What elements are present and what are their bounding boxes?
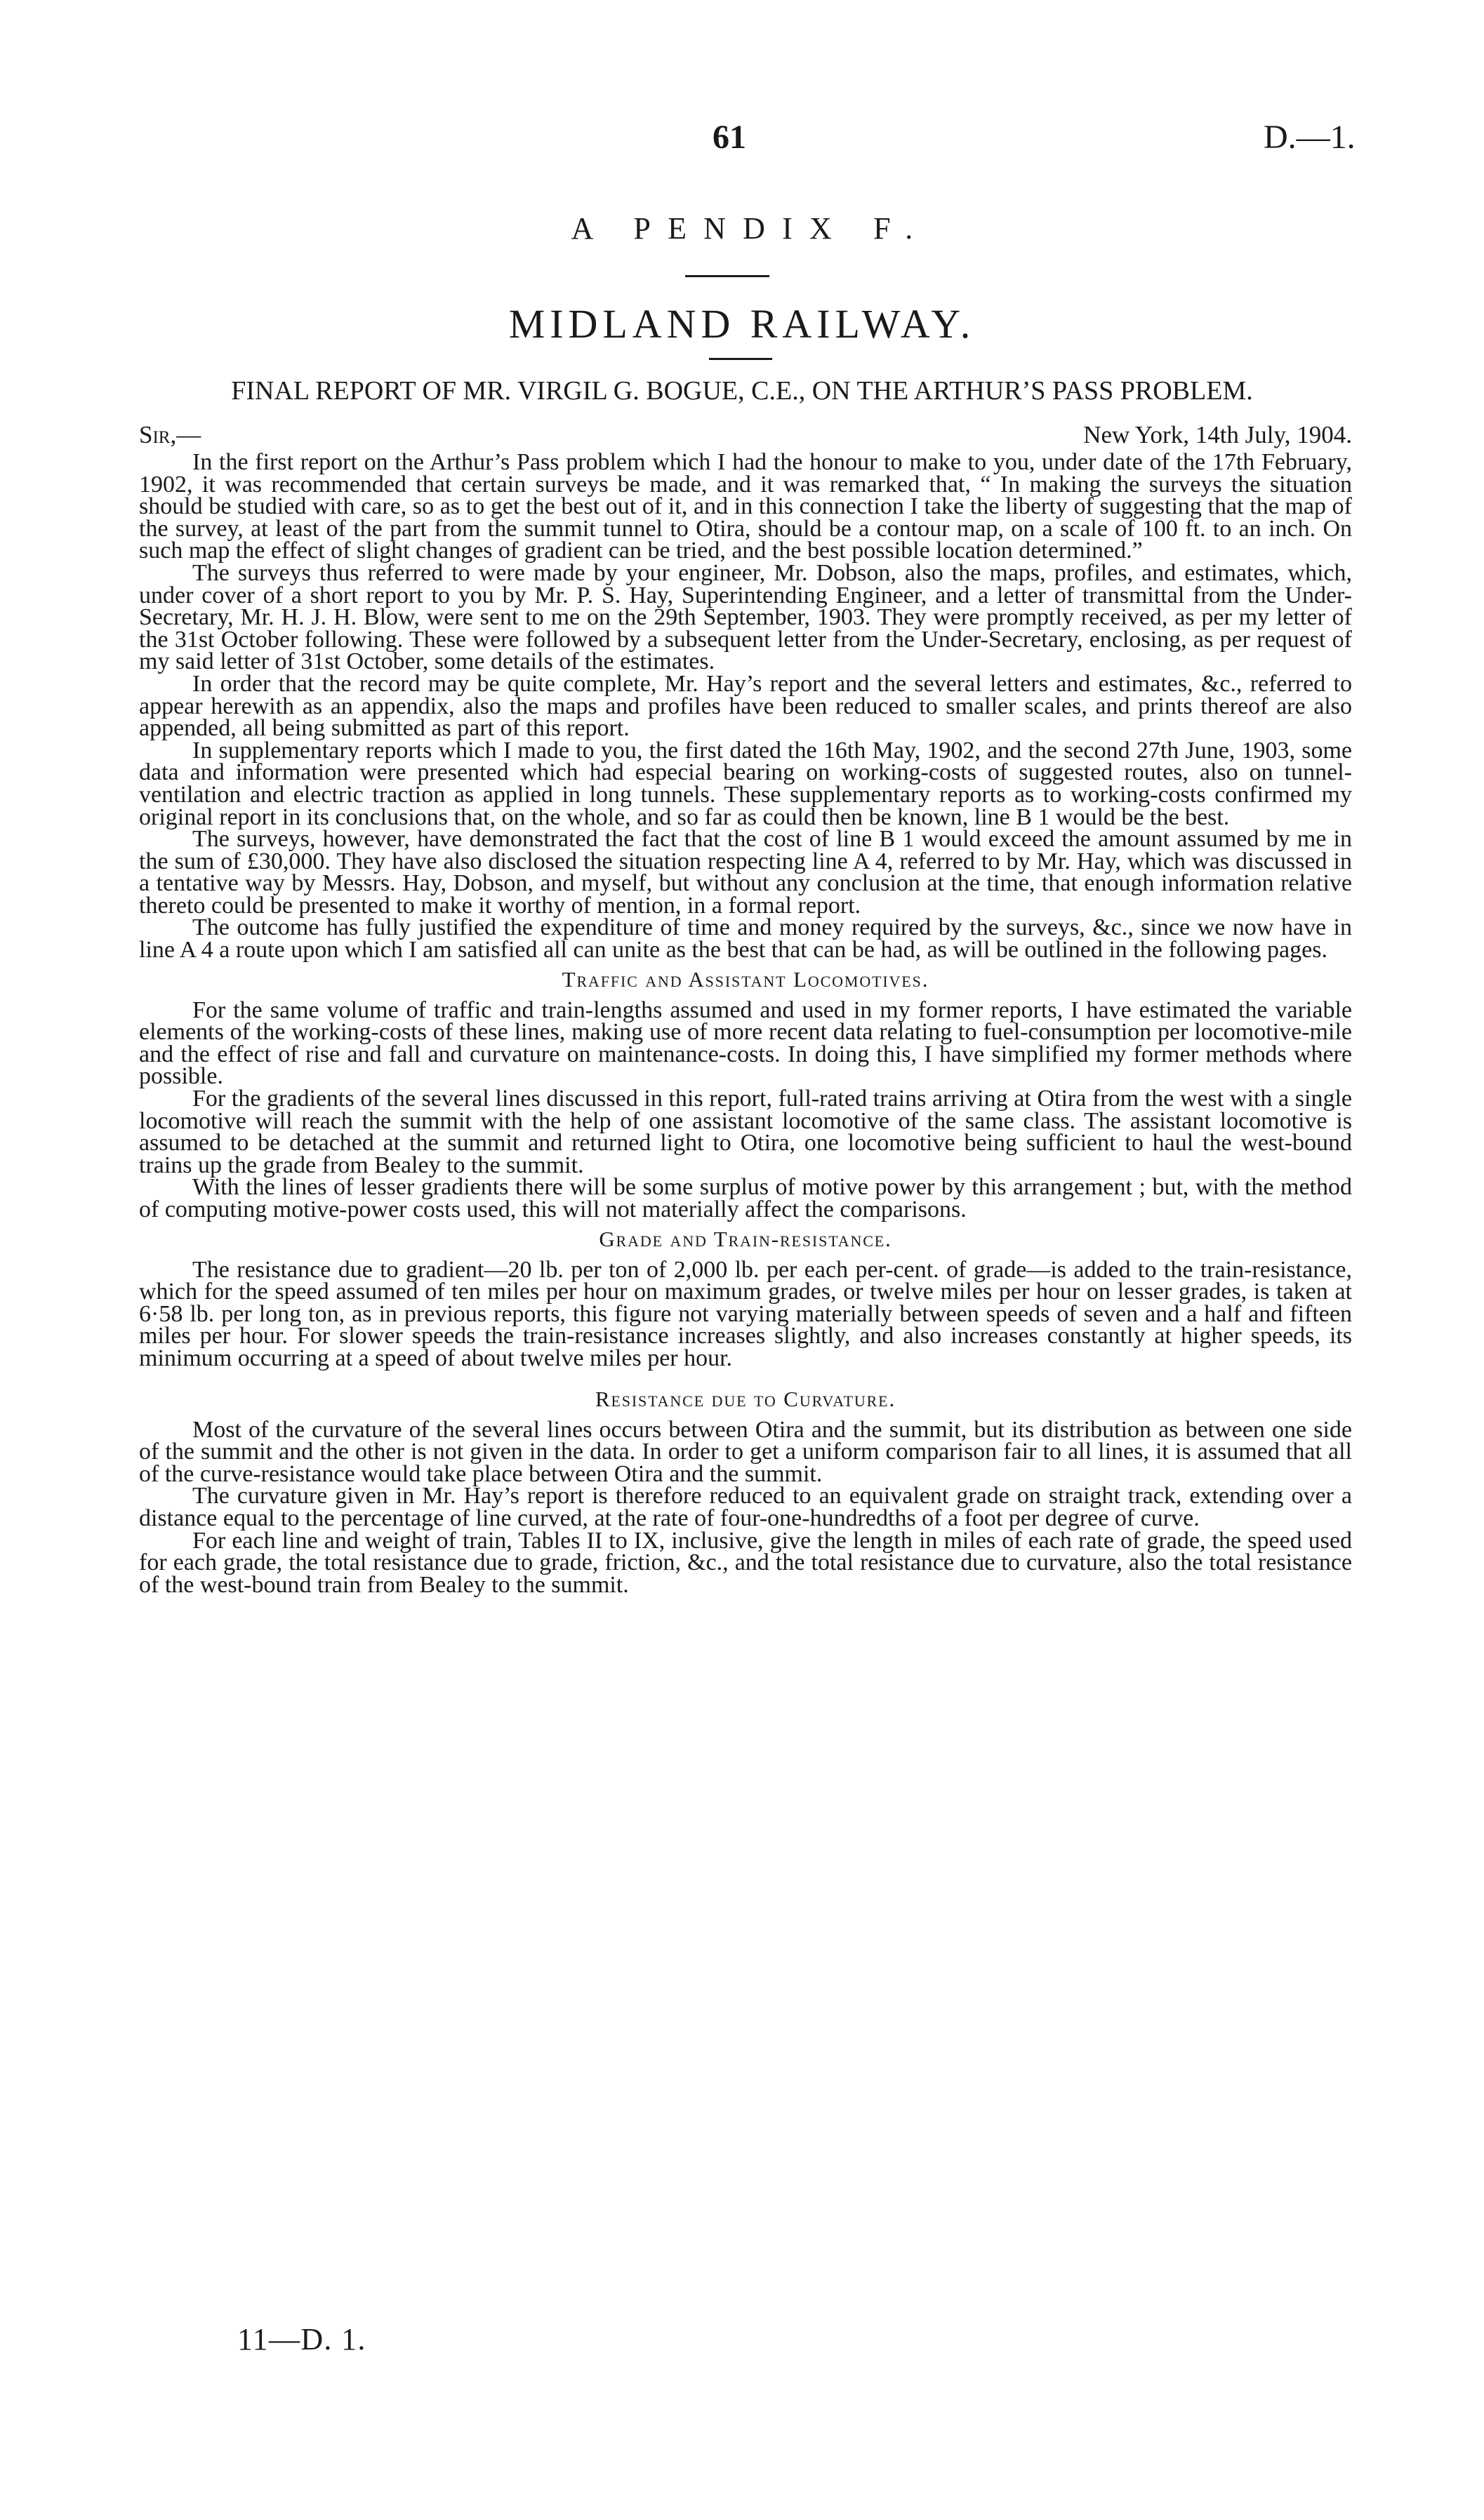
section-heading-grade: Grade and Train-resistance. (599, 1226, 892, 1251)
appendix-heading: A PENDIX F. (571, 211, 930, 246)
salutation-row (139, 421, 1352, 449)
paragraph: In order that the record may be quite complete, Mr. Hay’s report and the several letters and estimates, &c., referred to appear herewith as an appendix, also the maps and profiles have been reduced to smaller scales, and prints thereof are also appended, all being submitted as part of this report. (139, 670, 1352, 742)
footer-signature-code: 11—D. 1. (237, 2322, 366, 2356)
divider-rule (709, 358, 772, 360)
dateline: New York, 14th July, 1904. (1083, 421, 1352, 448)
report-subtitle: FINAL REPORT OF MR. VIRGIL G. BOGUE, C.E., ON THE ARTHUR’S PASS PROBLEM. (231, 376, 1253, 406)
section-heading-traffic: Traffic and Assistant Locomotives. (562, 966, 929, 992)
divider-rule (685, 275, 769, 277)
paragraph: The outcome has fully justified the expenditure of time and money required by the surveys, &c., since we now have in line A 4 a route upon which I am satisfied all can unite as the best that can be had, as will be outlined in the following pages. (139, 914, 1352, 964)
paragraph: Most of the curvature of the several lines occurs between Otira and the summit, but its distribution as between one side of the summit and the other is not given in the data. In order to get a uniform comparison fair to all lines, it is assumed that all of the curve-resistance would take place between Otira and the summit. (139, 1416, 1352, 1487)
paragraph: The curvature given in Mr. Hay’s report is therefore reduced to an equivalent grade on straight track, extending over a distance equal to the percentage of line curved, at the rate of four-one-hundredths of a foot per degree of curve. (139, 1483, 1352, 1531)
document-code: D.—1. (1264, 119, 1356, 156)
paragraph: With the lines of lesser gradients there will be some surplus of motive power by this arrangement ; but, with the method of computing motive-power costs used, this will not materially affect the comparisons. (139, 1174, 1352, 1222)
section-heading-curvature: Resistance due to Curvature. (595, 1386, 896, 1411)
paragraph: The resistance due to gradient—20 lb. per ton of 2,000 lb. per each per-cent. of grade—is added to the train-resistance, which for the speed assumed of ten miles per hour on maximum grades, or twelve miles per hour on lesser grades, is taken at 6·58 lb. per long ton, as in previous reports, this figure not varying materially between speeds of seven and a half and fifteen miles per hour. For slower speeds the train-resistance increases slightly, and also increases constantly at higher speeds, its minimum occurring at a speed of about twelve miles per hour. (139, 1256, 1352, 1371)
page-number: 61 (713, 119, 746, 156)
salutation: Sir,— (139, 421, 201, 448)
paragraph: In the first report on the Arthur’s Pass problem which I had the honour to make to you, under date of the 17th February, 1902, it was recommended that certain surveys be made, and it was remarked that, “ In making the surveys the situation should be studied with care, so as to get the best out of it, and in this connection I take the liberty of suggesting that the map of the survey, at least of the part from the summit tunnel to Otira, should be a contour map, on a scale of 100 ft. to an inch. On such map the effect of slight changes of gradient can be tried, and the best possible location determined.” (139, 449, 1352, 564)
report-body (139, 451, 1352, 1596)
paragraph: For each line and weight of train, Tables II to IX, inclusive, give the length in miles of each rate of grade, the speed used for each grade, the total resistance due to grade, friction, &c., and the total resistance due to curvature, also the total resistance of the west-bound train from Bealey to the summit. (139, 1527, 1352, 1598)
paragraph: For the same volume of traffic and train-lengths assumed and used in my former reports, I have estimated the variable elements of the working-costs of these lines, making use of more recent data relating to fuel-consumption per locomotive-mile and the effect of rise and fall and curvature on maintenance-costs. In doing this, I have simplified my former methods where possible. (139, 996, 1352, 1090)
page-title: MIDLAND RAILWAY. (508, 301, 976, 347)
paragraph: In supplementary reports which I made to you, the first dated the 16th May, 1902, and the second 27th June, 1903, some data and information were presented which had especial bearing on working-costs of suggested routes, also on tunnel-ventilation and electric traction as applied in long tunnels. These supplementary reports as to working-costs confirmed my original report in its conclusions that, on the whole, and so far as could then be known, line B 1 would be the best. (139, 737, 1352, 830)
paragraph: For the gradients of the several lines discussed in this report, full-rated trains arriving at Otira from the west with a single locomotive will reach the summit with the help of one assistant locomotive of the same class. The assistant locomotive is assumed to be detached at the summit and returned light to Otira, one locomotive being sufficient to haul the west-bound trains up the grade from Bealey to the summit. (139, 1086, 1352, 1178)
paragraph: The surveys, however, have demonstrated the fact that the cost of line B 1 would exceed the amount assumed by me in the sum of £30,000. They have also disclosed the situation respecting line A 4, referred to by Mr. Hay, which was discussed in a tentative way by Messrs. Hay, Dobson, and myself, but without any conclusion at the time, that enough information relative thereto could be presented to make it worthy of mention, in a formal report. (139, 826, 1352, 919)
paragraph: The surveys thus referred to were made by your engineer, Mr. Dobson, also the maps, profiles, and estimates, which, under cover of a short report to you by Mr. P. S. Hay, Superintending Engineer, and a letter of transmittal from the Under-Secretary, Mr. H. J. H. Blow, were sent to me on the 29th September, 1903. They were promptly received, as per my letter of the 31st October following. These were followed by a subsequent letter from the Under-Secretary, enclosing, as per request of my said letter of 31st October, some details of the estimates. (139, 559, 1352, 675)
